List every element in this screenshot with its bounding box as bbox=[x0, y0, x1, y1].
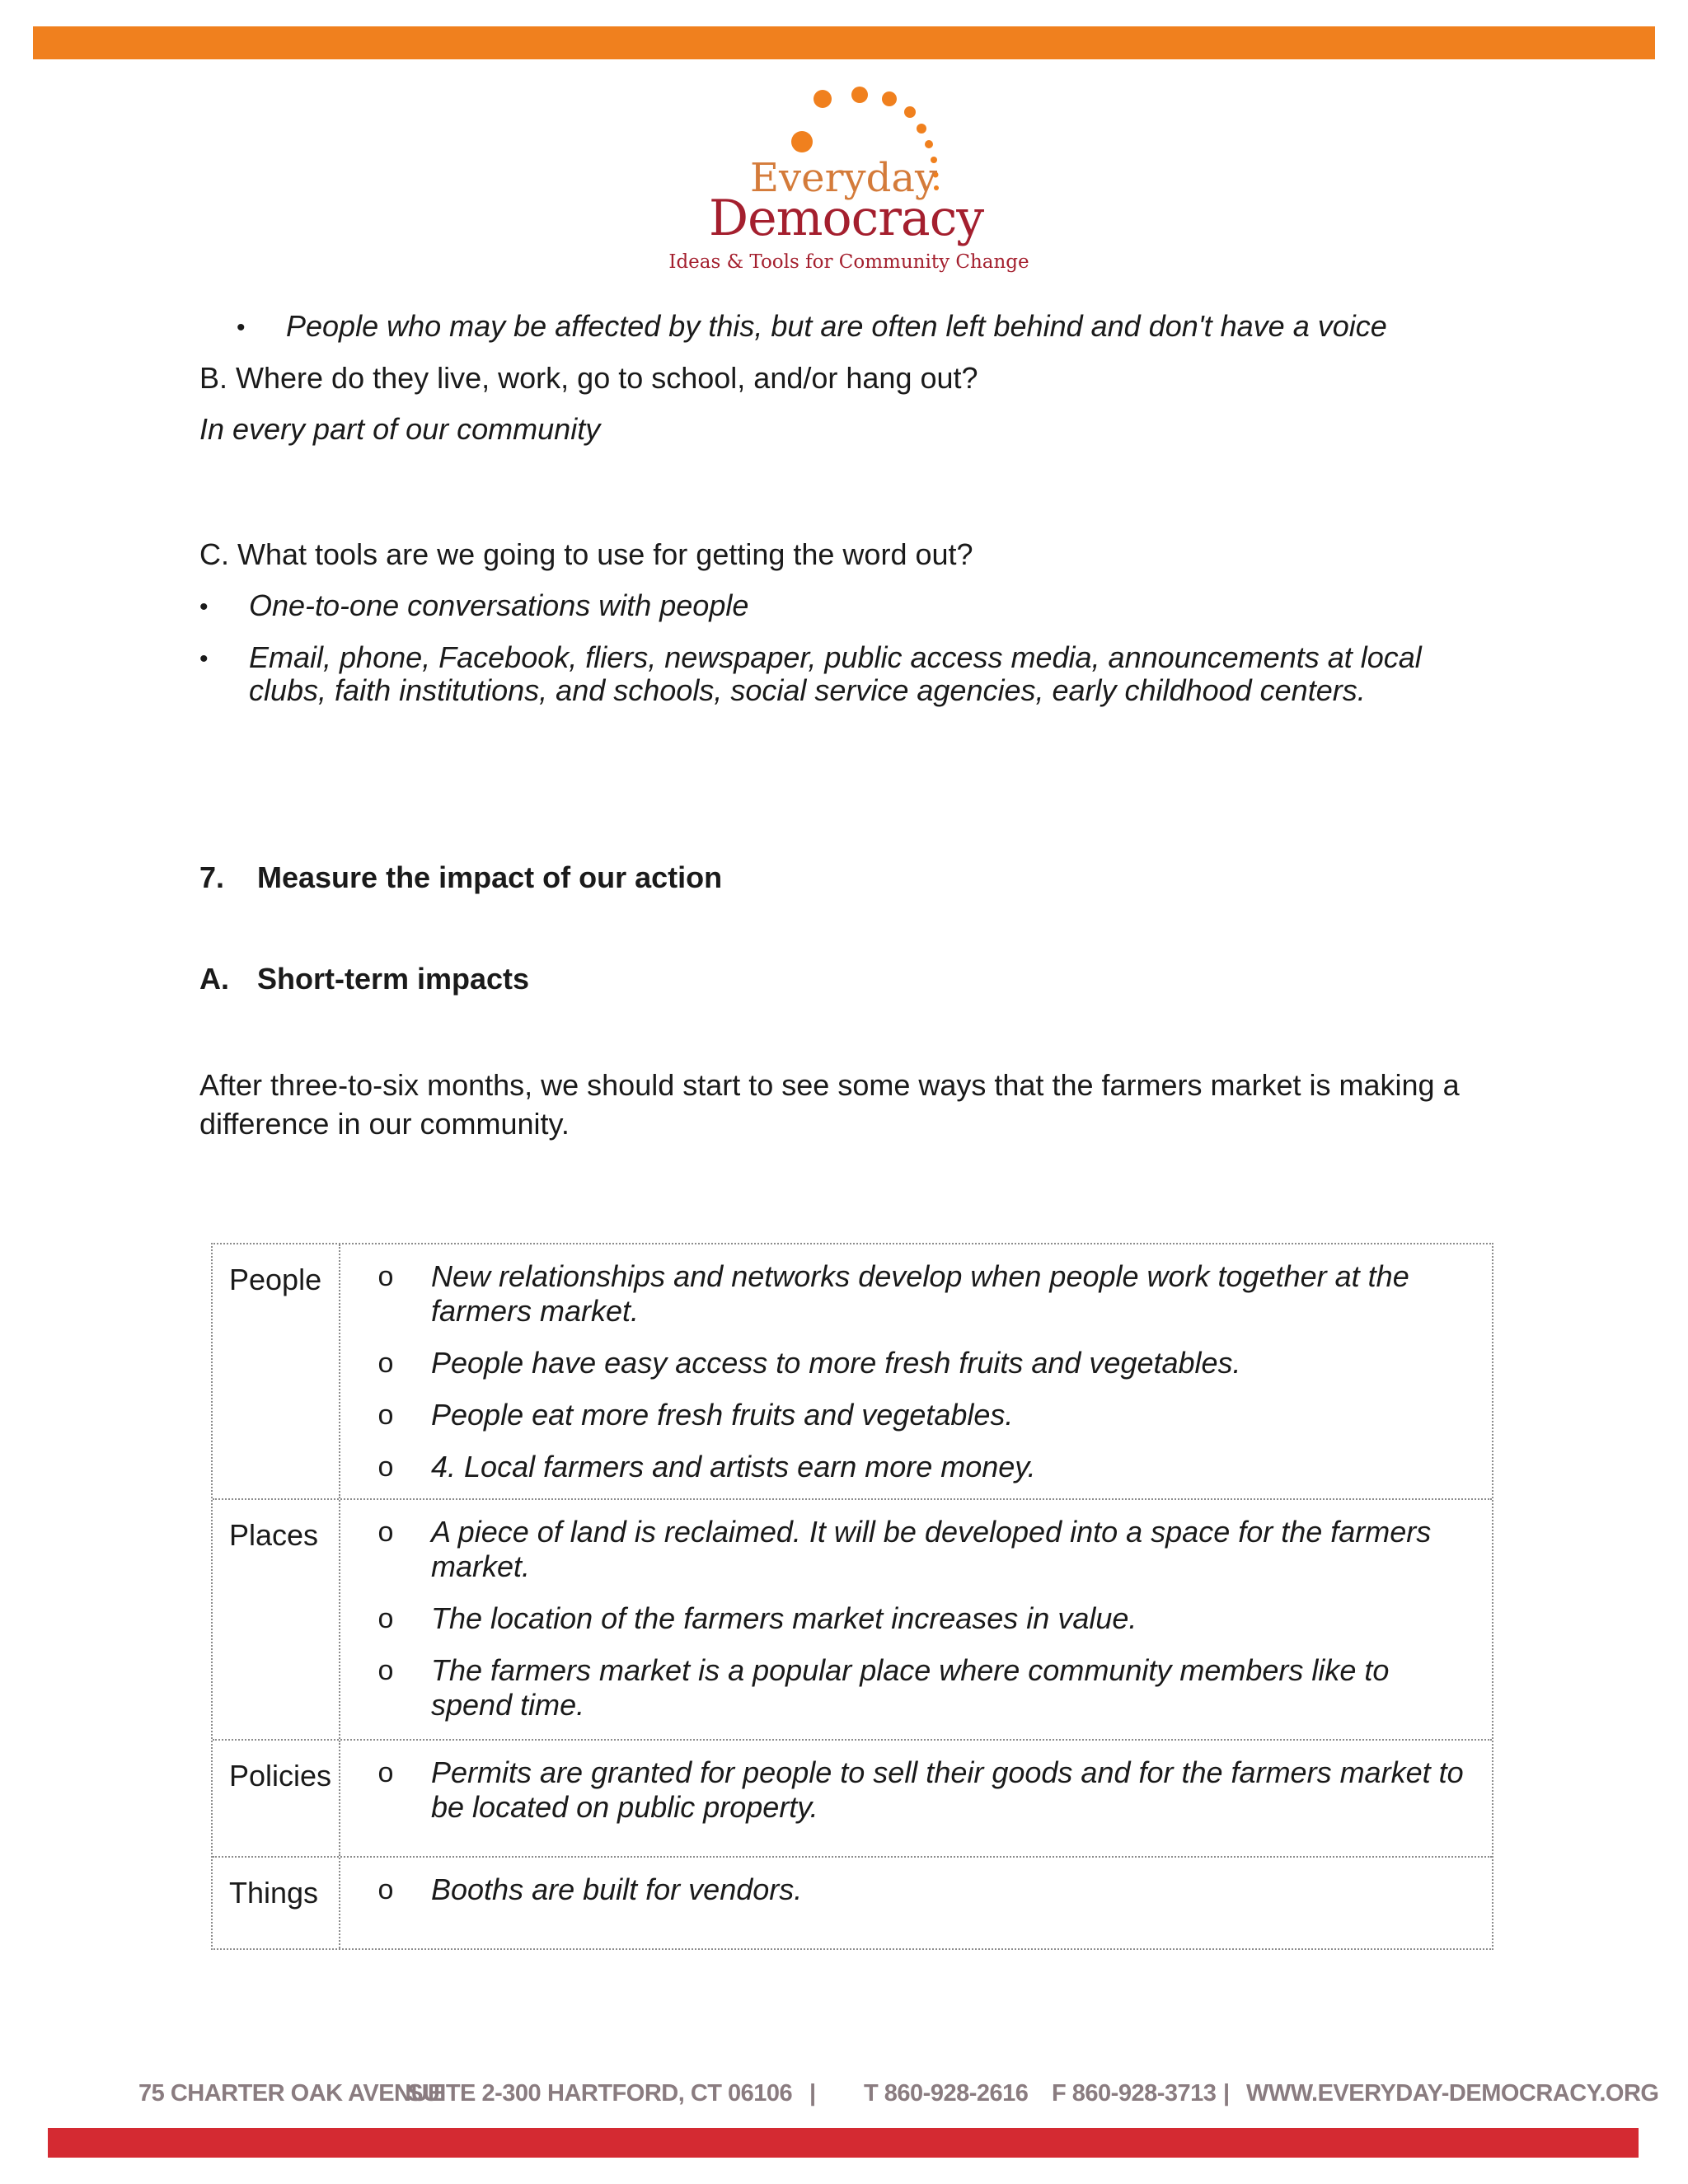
bullet-icon: • bbox=[199, 593, 209, 621]
row-items bbox=[340, 1858, 1492, 1948]
table-row-places bbox=[213, 1500, 1492, 1741]
bullet-icon: • bbox=[237, 314, 246, 341]
logo-word-everyday: Everyday bbox=[750, 155, 938, 201]
footer-separator: | bbox=[1223, 2080, 1230, 2107]
list-item: o Permits are granted for people to sell their goods and for the farmers market to be located on public property. bbox=[340, 1755, 1475, 1825]
impact-table bbox=[211, 1243, 1493, 1950]
footer-city: HARTFORD, CT 06106 bbox=[547, 2080, 793, 2107]
question-b: B. Where do they live, work, go to school, and/or hang out? bbox=[199, 361, 978, 395]
circle-bullet-icon: o bbox=[377, 1399, 394, 1431]
subsection-letter: A. bbox=[199, 962, 229, 996]
bottom-color-bar bbox=[48, 2128, 1639, 2158]
top-color-bar bbox=[33, 26, 1655, 59]
row-label: Policies bbox=[213, 1741, 340, 1856]
list-item: o A piece of land is reclaimed. It will be developed into a space for the farmers market. bbox=[340, 1515, 1475, 1584]
list-item: o The location of the farmers market increases in value. bbox=[340, 1601, 1475, 1636]
circle-bullet-icon: o bbox=[377, 1347, 394, 1379]
circle-bullet-icon: o bbox=[377, 1516, 394, 1548]
list-item: o New relationships and networks develop when people work together at the farmers market. bbox=[340, 1259, 1475, 1329]
table-row-policies bbox=[213, 1741, 1492, 1858]
answer-b: In every part of our community bbox=[199, 412, 601, 446]
row-items bbox=[340, 1244, 1492, 1498]
table-row-things bbox=[213, 1858, 1492, 1948]
row-label: Places bbox=[213, 1500, 340, 1739]
circle-bullet-icon: o bbox=[377, 1603, 394, 1634]
footer-phone: T 860-928-2616 bbox=[864, 2080, 1029, 2107]
bullet-conversations: One-to-one conversations with people bbox=[249, 588, 749, 622]
paragraph-line-1: After three-to-six months, we should start to see some ways that the farmers market is making a bbox=[199, 1068, 1460, 1102]
logo-tagline: Ideas & Tools for Community Change bbox=[668, 251, 1029, 273]
circle-bullet-icon: o bbox=[377, 1451, 394, 1483]
footer-address: 75 CHARTER OAK AVENUE bbox=[138, 2080, 443, 2107]
footer-separator: | bbox=[809, 2080, 816, 2107]
bullet-media-line-1: Email, phone, Facebook, fliers, newspaper, public access media, announcements at local bbox=[249, 640, 1422, 674]
list-item: o Booths are built for vendors. bbox=[340, 1872, 1475, 1907]
bullet-media-line-2: clubs, faith institutions, and schools, social service agencies, early childhood centers. bbox=[249, 673, 1366, 707]
logo-word-democracy: Democracy bbox=[709, 190, 984, 247]
footer-fax: F 860-928-3713 bbox=[1052, 2080, 1217, 2107]
table-row-people bbox=[213, 1244, 1492, 1500]
list-item: o People eat more fresh fruits and vegetables. bbox=[340, 1398, 1475, 1432]
circle-bullet-icon: o bbox=[377, 1261, 394, 1292]
list-item: o People have easy access to more fresh fruits and vegetables. bbox=[340, 1346, 1475, 1380]
section-title: Measure the impact of our action bbox=[257, 860, 723, 894]
row-label: People bbox=[213, 1244, 340, 1498]
row-label: Things bbox=[213, 1858, 340, 1948]
circle-bullet-icon: o bbox=[377, 1874, 394, 1905]
everyday-democracy-logo bbox=[659, 82, 1039, 280]
section-number: 7. bbox=[199, 860, 225, 894]
row-items bbox=[340, 1500, 1492, 1739]
paragraph-line-2: difference in our community. bbox=[199, 1107, 570, 1141]
bullet-voice: People who may be affected by this, but are often left behind and don't have a voice bbox=[286, 309, 1387, 343]
circle-bullet-icon: o bbox=[377, 1757, 394, 1788]
footer-suite: SUITE 2-300 bbox=[407, 2080, 542, 2107]
question-c: C. What tools are we going to use for getting the word out? bbox=[199, 537, 973, 571]
circle-bullet-icon: o bbox=[377, 1655, 394, 1686]
footer-website[interactable]: WWW.EVERYDAY-DEMOCRACY.ORG bbox=[1246, 2080, 1659, 2107]
subsection-title: Short-term impacts bbox=[257, 962, 530, 996]
list-item: o 4. Local farmers and artists earn more money. bbox=[340, 1450, 1475, 1484]
list-item: o The farmers market is a popular place where community members like to spend time. bbox=[340, 1653, 1475, 1722]
row-items bbox=[340, 1741, 1492, 1856]
bullet-icon: • bbox=[199, 645, 209, 673]
